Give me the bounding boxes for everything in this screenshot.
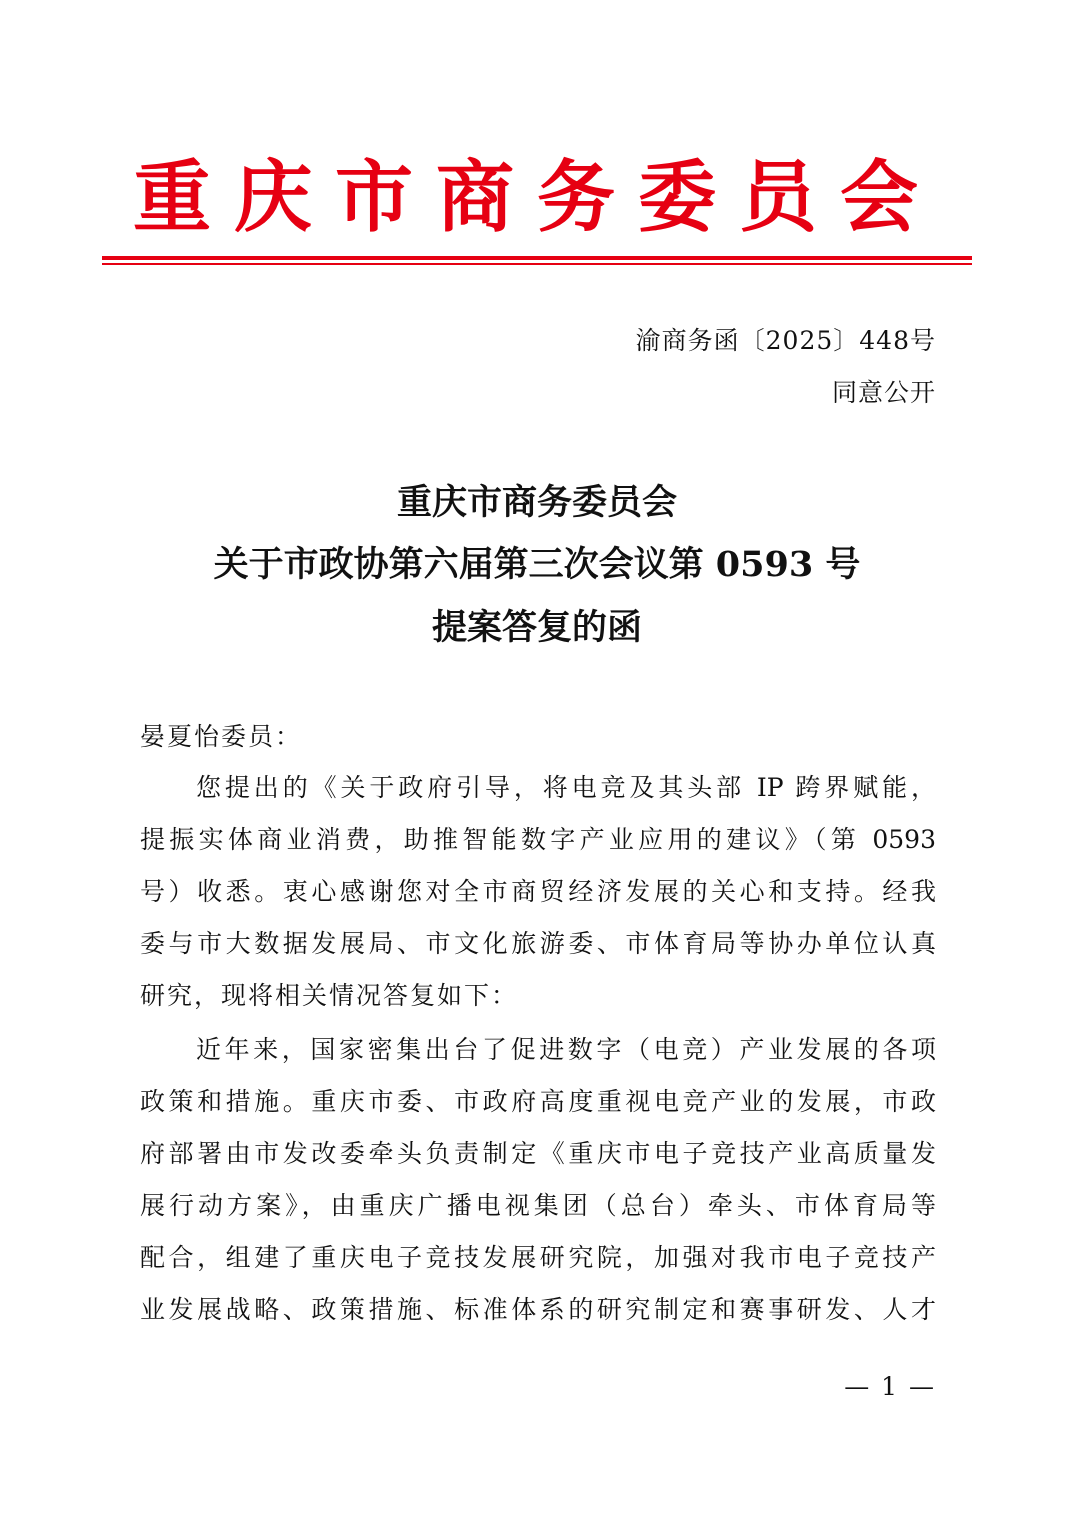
body-line: 展行动方案》，由重庆广播电视集团（总台）牵头、市体育局等 [140,1191,936,1220]
body-line: 您提出的《关于政府引导，将电竞及其头部 IP 跨界赋能， [196,773,936,802]
page-number: — 1 — [844,1372,936,1401]
body-line: 配合，组建了重庆电子竞技发展研究院，加强对我市电子竞技产 [140,1243,936,1272]
agency-masthead: 重庆市商务委员会 [132,152,941,243]
document-title-line-2: 关于市政协第六届第三次会议第 0593 号 [213,544,861,585]
body-line: 提振实体商业消费，助推智能数字产业应用的建议》（第 0593 [140,825,936,854]
body-line: 府部署由市发改委牵头负责制定《重庆市电子竞技产业高质量发 [140,1139,936,1168]
masthead-rule-thick [102,256,972,260]
document-title-line-1: 重庆市商务委员会 [396,482,677,523]
body-line: 委与市大数据发展局、市文化旅游委、市体育局等协办单位认真 [140,929,936,958]
body-line: 业发展战略、政策措施、标准体系的研究制定和赛事研发、人才 [140,1295,936,1324]
salutation: 晏夏怡委员： [140,722,303,751]
document-title-line-3: 提案答复的函 [431,607,642,648]
body-line: 政策和措施。重庆市委、市政府高度重视电竞产业的发展，市政 [140,1087,936,1116]
masthead-rule-thin [102,263,972,265]
body-line: 近年来，国家密集出台了促进数字（电竞）产业发展的各项 [196,1035,936,1064]
disclosure-status: 同意公开 [831,378,936,407]
body-line: 研究，现将相关情况答复如下： [140,981,519,1010]
body-line: 号）收悉。衷心感谢您对全市商贸经济发展的关心和支持。经我 [140,877,936,906]
document-number: 渝商务函〔2025〕448号 [635,326,936,355]
